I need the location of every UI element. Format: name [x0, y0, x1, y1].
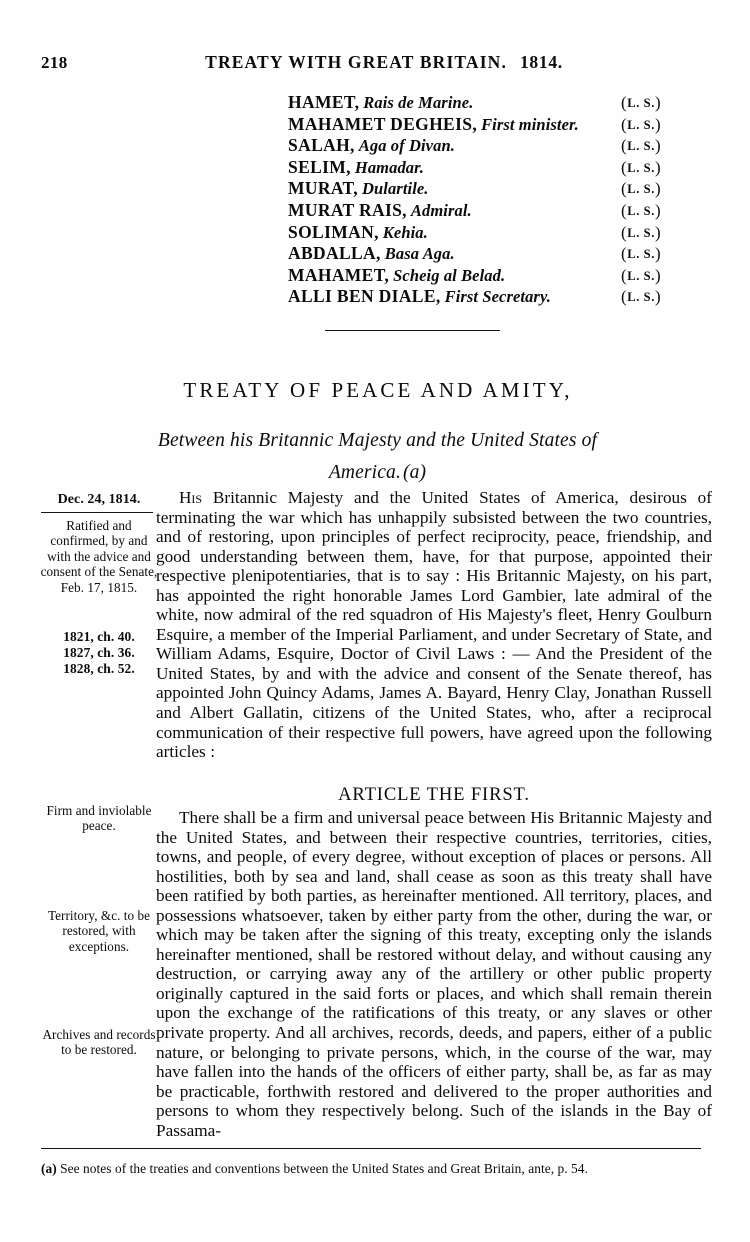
preamble-paragraph	[156, 488, 712, 762]
seal-mark: (L. S.)	[621, 222, 662, 242]
treaty-title: TREATY OF PEACE AND AMITY,	[183, 378, 573, 402]
footnote-text: See notes of the treaties and conventions between the United States and Great Britain, ante, p. 54.	[56, 1161, 588, 1176]
signatory-title: Hamadar.	[354, 157, 424, 177]
signatory-title: First Secretary.	[444, 287, 551, 307]
signatory-name: SALAH,	[288, 135, 355, 156]
margin-note-territory: Territory, &c. to be restored, with exceptions.	[47, 908, 151, 954]
signatory-title: Kehia.	[382, 222, 428, 242]
article-first-paragraph	[156, 808, 712, 1140]
signatory-title: Scheig al Belad.	[393, 265, 506, 285]
signatory-title: Admiral.	[410, 200, 472, 220]
signature-row	[288, 222, 688, 244]
seal-mark: (L. S.)	[621, 179, 662, 199]
treaty-subtitle-note-ref: (a)	[402, 462, 427, 483]
seal-mark: (L. S.)	[621, 200, 662, 220]
signature-row	[288, 286, 688, 308]
seal-mark: (L. S.)	[621, 93, 662, 112]
signature-row	[288, 265, 688, 287]
seal-mark: (L. S.)	[621, 265, 662, 285]
signature-row	[288, 114, 688, 136]
signature-row	[288, 157, 688, 179]
signatory-title: First minister.	[481, 114, 579, 134]
signatory-name: SELIM,	[288, 156, 351, 177]
running-head-title-text: TREATY WITH GREAT BRITAIN.	[205, 52, 507, 72]
footnote	[41, 1160, 706, 1177]
margin-note-date: Dec. 24, 1814.	[57, 492, 141, 507]
margin-note-rule	[41, 512, 153, 513]
signatory-title: Aga of Divan.	[358, 136, 455, 156]
section-divider-rule	[325, 330, 500, 331]
running-head	[0, 52, 750, 78]
margin-note-archives: Archives and records to be restored.	[42, 1027, 156, 1058]
signature-list	[288, 92, 688, 308]
margin-note-chapters	[38, 629, 160, 678]
signature-row	[288, 200, 688, 222]
treaty-subtitle	[150, 425, 605, 489]
article-first-text: There shall be a firm and universal peace between His Britannic Majesty and the United States, and between their respective countries, territories, cities, towns, and people, of every degree, without exception of places or persons. All hostilities, both by sea and land, shall cease as soon as this treaty shall have been ratified by both parties, as hereinafter mentioned. All territory, places, and possessions whatsoever, taken by either party from the other, during the war, or which may be taken after the signing of this treaty, excepting only the islands hereinafter mentioned, shall be restored without delay, and without causing any destruction, or carrying away any of the artillery or other public property originally captured in the said forts or places, and which shall remain therein upon the exchange of the ratifications of this treaty, or any slaves or other private property. And all archives, records, deeds, and papers, either of a public nature, or belonging to private persons, which, in the course of the war, may have fallen into the hands of the officers of either party, shall be, as far as may be practicable, forthwith restored and delivered to the proper authorities and persons to whom they respectively belong. Such of the islands in the Bay of Passama-	[156, 808, 712, 1140]
signatory-name: HAMET,	[288, 92, 360, 112]
footnote-rule	[41, 1148, 701, 1149]
seal-mark: (L. S.)	[621, 244, 662, 264]
seal-mark: (L. S.)	[621, 287, 662, 307]
running-head-title	[0, 52, 750, 73]
signature-row	[288, 92, 688, 114]
signatory-title: Basa Aga.	[384, 244, 455, 264]
seal-mark: (L. S.)	[621, 114, 662, 134]
article-heading: ARTICLE THE FIRST.	[338, 784, 530, 805]
page-number: 218	[41, 53, 68, 72]
seal-mark: (L. S.)	[621, 136, 662, 156]
signatory-name: ALLI BEN DIALE,	[288, 286, 441, 307]
margin-note-chapter-line: 1828, ch. 52.	[63, 661, 135, 677]
preamble-lead-word: His	[179, 488, 203, 507]
signature-row	[288, 135, 688, 157]
footnote-marker: (a)	[41, 1161, 57, 1176]
margin-note-firm-peace: Firm and inviolable peace.	[46, 803, 152, 834]
margin-note-ratified: Ratified and confirmed, by and with the advice and consent of the Senate, Feb. 17, 1815.	[40, 518, 158, 595]
signature-row	[288, 178, 688, 200]
signatory-name: MURAT,	[288, 178, 358, 199]
signatory-name: ABDALLA,	[288, 243, 381, 264]
signatory-title: Rais de Marine.	[363, 93, 474, 112]
seal-mark: (L. S.)	[621, 157, 662, 177]
signatory-name: MURAT RAIS,	[288, 199, 407, 220]
signatory-name: MAHAMET,	[288, 264, 390, 285]
signatory-name: SOLIMAN,	[288, 221, 379, 242]
treaty-subtitle-text: Between his Britannic Majesty and the United States of America.	[157, 430, 598, 483]
signatory-name: MAHAMET DEGHEIS,	[288, 113, 478, 134]
signatory-title: Dulartile.	[361, 179, 429, 199]
running-head-year: 1814.	[519, 52, 563, 72]
margin-note-chapter-line: 1827, ch. 36.	[63, 645, 135, 661]
preamble-text: Britannic Majesty and the United States of America, desirous of terminating the war which has unhappily subsisted between the two countries, and of restoring, upon principles of perfect reciprocity, peace, friendship, and good understanding between them, have, for that purpose, appointed their respective plenipotentiaries, that is to say : His Britannic Majesty, on his part, has appointed the right honorable James Lord Gambier, late admiral of the white, now admiral of the red squadron of His Majesty's fleet, Henry Goulburn Esquire, a member of the Imperial Parliament, and under Secretary of State, and William Adams, Esquire, Doctor of Civil Laws : — And the President of the United States, by and with the advice and consent of the Senate thereof, has appointed John Quincy Adams, James A. Bayard, Henry Clay, Jonathan Russell and Albert Gallatin, citizens of the United States, who, after a reciprocal communication of their respective full powers, have agreed upon the following articles :	[156, 488, 712, 762]
signature-row	[288, 243, 688, 265]
margin-note-chapter-line: 1821, ch. 40.	[63, 629, 135, 644]
